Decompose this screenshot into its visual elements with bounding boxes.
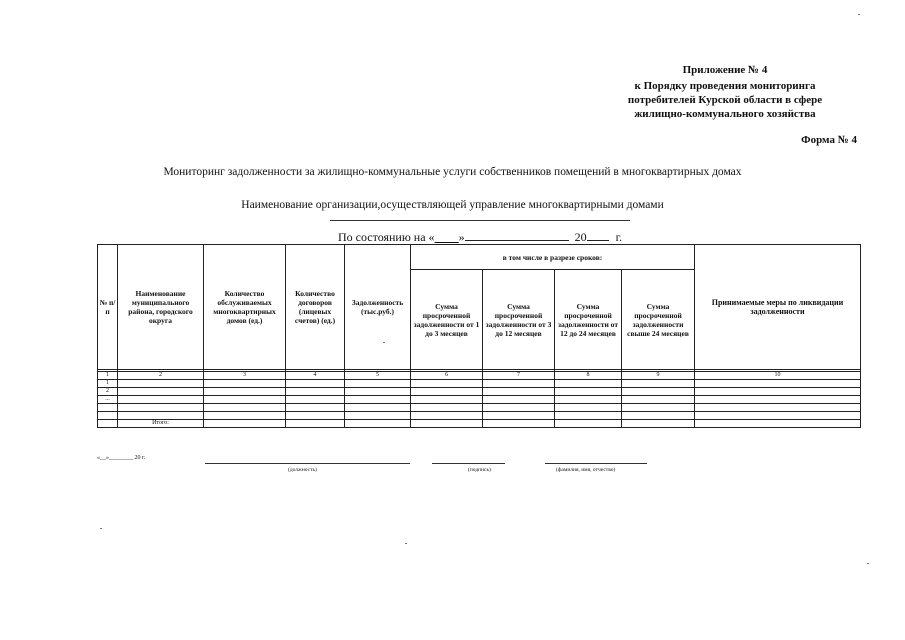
date-mid: » bbox=[458, 230, 465, 244]
col-num-5: 5 bbox=[345, 372, 411, 380]
col-header-overdue-over-24: Сумма просроченной задолженности свыше 24 месяцев bbox=[622, 270, 695, 370]
scan-speck bbox=[867, 563, 869, 564]
col-num-9: 9 bbox=[622, 372, 695, 380]
row-label bbox=[98, 412, 118, 420]
table-row bbox=[98, 388, 861, 396]
signature-line bbox=[432, 463, 505, 464]
col-num-2: 2 bbox=[118, 372, 204, 380]
col-header-district: Наименование муниципального района, городского округа bbox=[118, 245, 204, 370]
date-month-blank bbox=[465, 230, 569, 241]
col-header-overdue-12-24: Сумма просроченной задолженности от 12 до 24 месяцев bbox=[555, 270, 622, 370]
date-line bbox=[338, 230, 622, 245]
date-day-blank: ____ bbox=[434, 230, 459, 244]
appendix-number: Приложение № 4 bbox=[682, 64, 768, 76]
table-row bbox=[98, 396, 861, 404]
col-num-3: 3 bbox=[204, 372, 286, 380]
col-num-4: 4 bbox=[286, 372, 345, 380]
col-num-6: 6 bbox=[411, 372, 483, 380]
row-label: ... bbox=[98, 396, 118, 404]
position-caption: (должность) bbox=[288, 467, 317, 473]
col-num-1: 1 bbox=[98, 372, 118, 380]
scan-speck bbox=[383, 342, 385, 343]
total-label: Итого: bbox=[118, 420, 204, 428]
form-label: Форма № 4 bbox=[801, 134, 857, 146]
scan-speck bbox=[100, 528, 102, 529]
table-row bbox=[98, 404, 861, 412]
column-number-row bbox=[98, 372, 861, 380]
signature-date: «__»________ 20 г. bbox=[97, 455, 146, 461]
position-line bbox=[205, 463, 410, 464]
col-num-7: 7 bbox=[483, 372, 555, 380]
appendix-line-2: потребителей Курской области в сфере bbox=[627, 94, 823, 106]
appendix-line-1: к Порядку проведения мониторинга bbox=[634, 80, 816, 92]
date-year-prefix: 20 bbox=[574, 230, 587, 244]
date-year-blank bbox=[587, 230, 609, 241]
col-header-measures: Принимаемые меры по ликвидации задолженности bbox=[695, 245, 861, 370]
col-header-contracts: Количество договоров (лицевых счетов) (ед.) bbox=[286, 245, 345, 370]
table-row bbox=[98, 380, 861, 388]
name-line bbox=[545, 463, 647, 464]
monitoring-table bbox=[97, 244, 861, 428]
scan-speck bbox=[405, 543, 407, 544]
total-row bbox=[98, 420, 861, 428]
group-header-terms: в том числе в разрезе сроков: bbox=[411, 245, 695, 270]
col-header-debt: Задолженность (тыс.руб.) bbox=[345, 245, 411, 370]
table-row bbox=[98, 412, 861, 420]
row-label: 2 bbox=[98, 388, 118, 396]
appendix-line-3: жилищно-коммунального хозяйства bbox=[634, 108, 816, 120]
organization-name-line bbox=[330, 220, 630, 221]
col-header-number: № п/п bbox=[98, 245, 118, 370]
col-num-10: 10 bbox=[695, 372, 861, 380]
col-num-8: 8 bbox=[555, 372, 622, 380]
col-header-overdue-1-3: Сумма просроченной задолженности от 1 до 3 месяцев bbox=[411, 270, 483, 370]
signature-caption: (подпись) bbox=[468, 467, 491, 473]
date-suffix: г. bbox=[615, 230, 623, 244]
name-caption: (фамилия, имя, отчество) bbox=[556, 467, 616, 473]
row-label bbox=[98, 404, 118, 412]
organization-name-label: Наименование организации,осуществляющей управление многоквартирными домами bbox=[241, 199, 664, 211]
document-title: Мониторинг задолженности за жилищно-коммунальные услуги собственников помещений в многоквартирных домах bbox=[163, 166, 742, 178]
col-header-overdue-3-12: Сумма просроченной задолженности от 3 до 12 месяцев bbox=[483, 270, 555, 370]
date-prefix: По состоянию на « bbox=[338, 230, 435, 244]
row-label: 1 bbox=[98, 380, 118, 388]
col-header-houses: Количество обслуживаемых многоквартирных домов (ед.) bbox=[204, 245, 286, 370]
scan-speck bbox=[858, 14, 860, 15]
